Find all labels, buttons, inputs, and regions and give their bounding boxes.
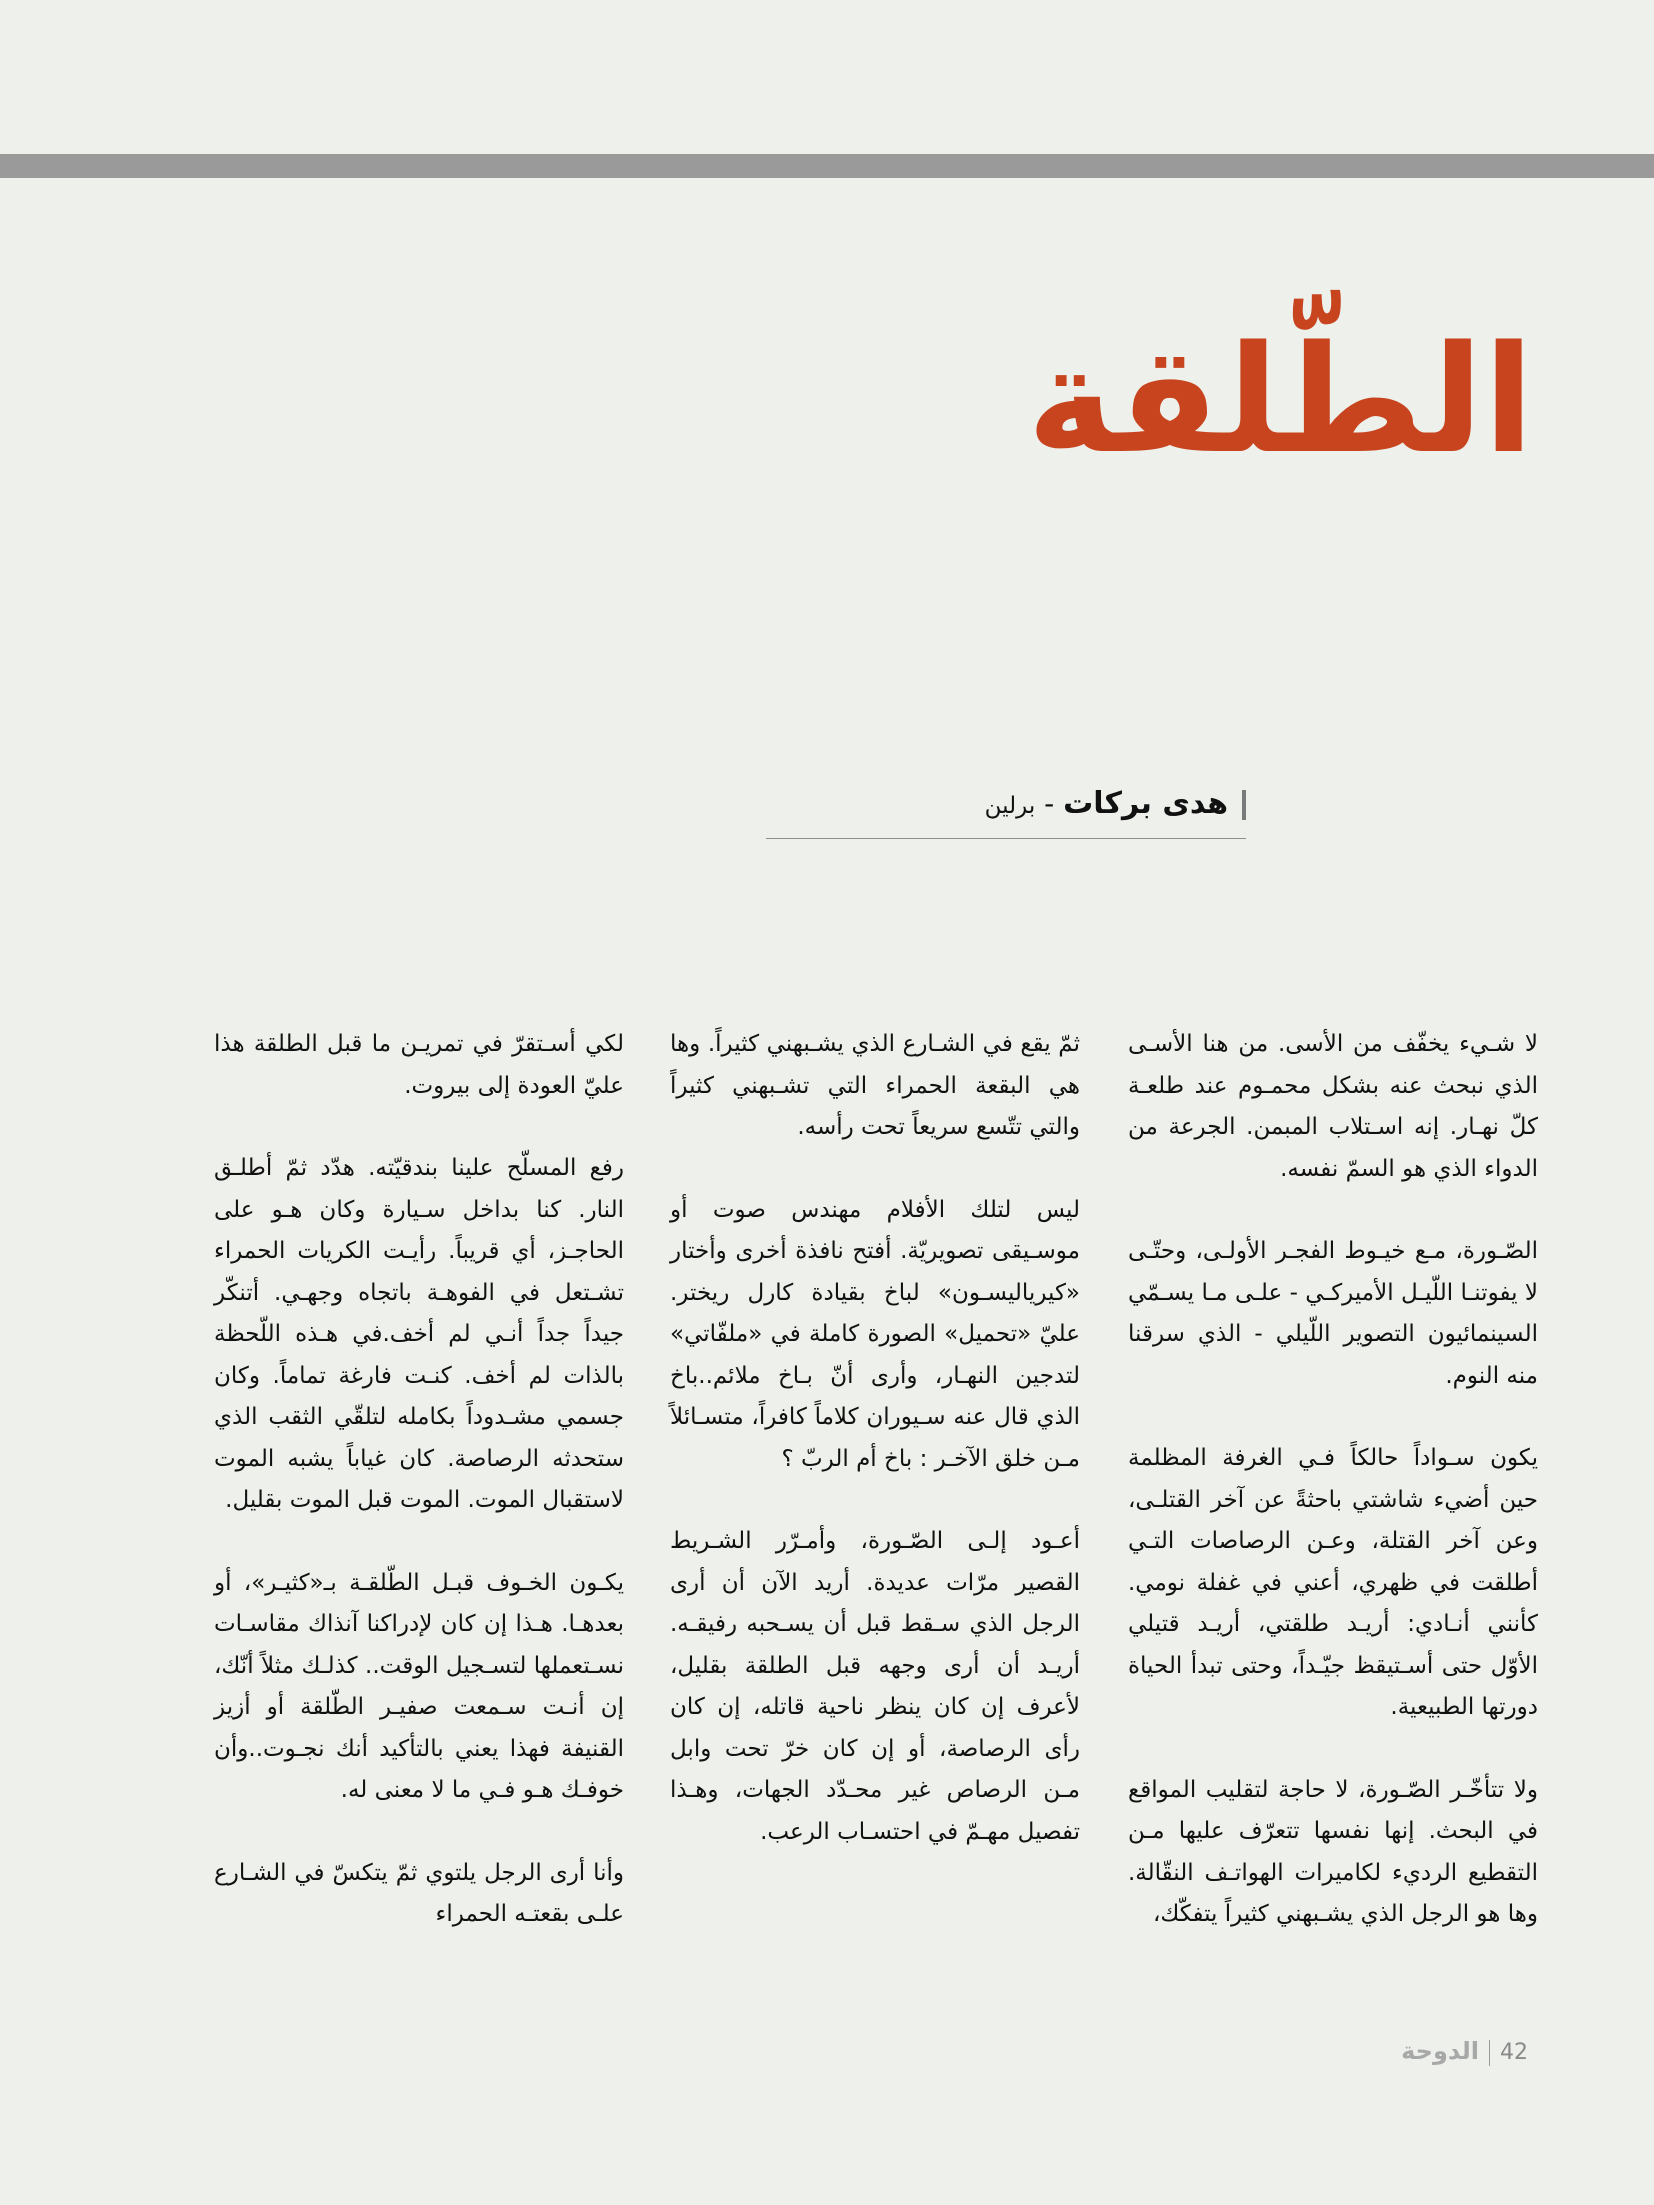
header-rule bbox=[0, 154, 1654, 178]
footer-divider bbox=[1489, 2040, 1490, 2066]
paragraph: ليس لتلك الأفلام مهندس صوت أو موسـيقى تصويريّة. أفتح نافذة أخرى وأختار «كيرياليسـون» لباخ بقيادة كارل ريختر. عليّ «تحميل» الصورة كاملة في «ملفّاتي» لتدجين النهـار، وأرى أنّ بـاخ ملائم..باخ الذي قال عنه سـيوران كلاماً كافراً، متسـائلاً مـن خلق الآخـر : باخ أم الربّ ؟ bbox=[670, 1196, 1080, 1472]
paragraph: رفع المسلّح علينا بندقيّته. هدّد ثمّ أطلـق النار. كنا بداخل سـيارة وكان هـو على الحاجـز، أي قريباً. رأيـت الكريات الحمراء تشـتعل في الفوهـة باتجاه وجهـي. أتنكّر جيداً جداً أنـي لم أخف.في هـذه اللّحظة بالذات لم أخف. كنـت فارغة تماماً. وكان جسمي مشـدوداً بكامله لتلقّي الثقب الذي ستحدثه الرصاصة. كان غياباً يشبه الموت لاستقبال الموت. الموت قبل الموت بقليل. bbox=[214, 1155, 624, 1513]
byline-separator: - bbox=[1035, 787, 1064, 820]
page-footer bbox=[1401, 2036, 1528, 2068]
page-number: 42 bbox=[1500, 2040, 1528, 2065]
paragraph: يكون سـواداً حالكاً فـي الغرفة المظلمة حين أضيء شاشتي باحثةً عن آخر القتلـى، وعن آخر القتلة، وعـن الرصاصات التـي أطلقت في ظهري، أعني في غفلة نومي. كأنني أنـادي: أريـد طلقتي، أريـد قتيلي الأوّل حتى أسـتيقظ جيّـداً، وحتى تبدأ الحياة دورتها الطبيعية. bbox=[1128, 1445, 1538, 1720]
paragraph: أعـود إلـى الصّـورة، وأمـرّر الشـريط القصير مرّات عديدة. أريد الآن أن أرى الرجل الذي سـقط قبل أن يسـحبه رفيقـه. أريـد أن أرى وجهه قبل الطلقة بقليل، لأعرف إن كان ينظر ناحية قاتله، إن كان رأى الرصاصة، أو إن كان خرّ تحت وابل مـن الرصاص غير محـدّد الجهات، وهـذا تفصيل مهـمّ في احتسـاب الرعب. bbox=[670, 1528, 1080, 1845]
paragraph: لكي أسـتقرّ في تمريـن ما قبل الطلقة هذا عليّ العودة إلى بيروت. bbox=[214, 1031, 624, 1099]
article-column-2 bbox=[670, 1024, 1080, 1894]
article-title: الطّلقة bbox=[1026, 314, 1534, 486]
author-location: برلين bbox=[984, 793, 1036, 819]
paragraph: وأنا أرى الرجل يلتوي ثمّ يتكسّ في الشـارع علـى بقعتـه الحمراء bbox=[214, 1859, 624, 1927]
byline-marker bbox=[1242, 790, 1246, 820]
byline bbox=[766, 780, 1246, 839]
magazine-logo: الدوحة bbox=[1401, 2037, 1479, 2065]
paragraph: ثمّ يقع في الشـارع الذي يشـبهني كثيراً. وها هي البقعة الحمراء التي تشـبهني كثيراً والتي تتّسع سريعاً تحت رأسه. bbox=[670, 1031, 1080, 1140]
article-column-1 bbox=[1128, 1024, 1538, 1977]
article-column-3 bbox=[214, 1024, 624, 1977]
paragraph: لا شـيء يخفّف من الأسى. من هنا الأسـى الذي نبحث عنه بشكل محمـوم عند طلعـة كلّ نهـار. إنه اسـتلاب المبمن. الجرعة من الدواء الذي هو السمّ نفسه. bbox=[1128, 1031, 1538, 1182]
author-name: هدى بركات bbox=[1063, 786, 1228, 821]
paragraph: ولا تتأخّـر الصّـورة، لا حاجة لتقليب المواقع في البحث. إنها نفسها تتعرّف عليها مـن التقطيع الرديء لكاميرات الهواتـف النقّالة. وها هو الرجل الذي يشـبهني كثيراً يتفكّك، bbox=[1128, 1776, 1538, 1927]
paragraph: الصّـورة، مـع خيـوط الفجـر الأولـى، وحتّـى لا يفوتنـا اللّيـل الأميركـي - علـى مـا يسـمّي السينمائيون التصوير اللّيلي - الذي سرقنا منه النوم. bbox=[1128, 1238, 1538, 1389]
paragraph: يكـون الخـوف قبـل الطّلقـة بـ«كثيـر»، أو بعدهـا. هـذا إن كان لإدراكنا آنذاك مقاسـات نسـتعملها لتسـجيل الوقت.. كذلـك مثلاً أنّك، إن أنـت سـمعت صفيـر الطّلقة أو أزيز القنيفة فهذا يعني بالتأكيد أنك نجـوت..وأن خوفـك هـو فـي ما لا معنى له. bbox=[214, 1569, 624, 1803]
